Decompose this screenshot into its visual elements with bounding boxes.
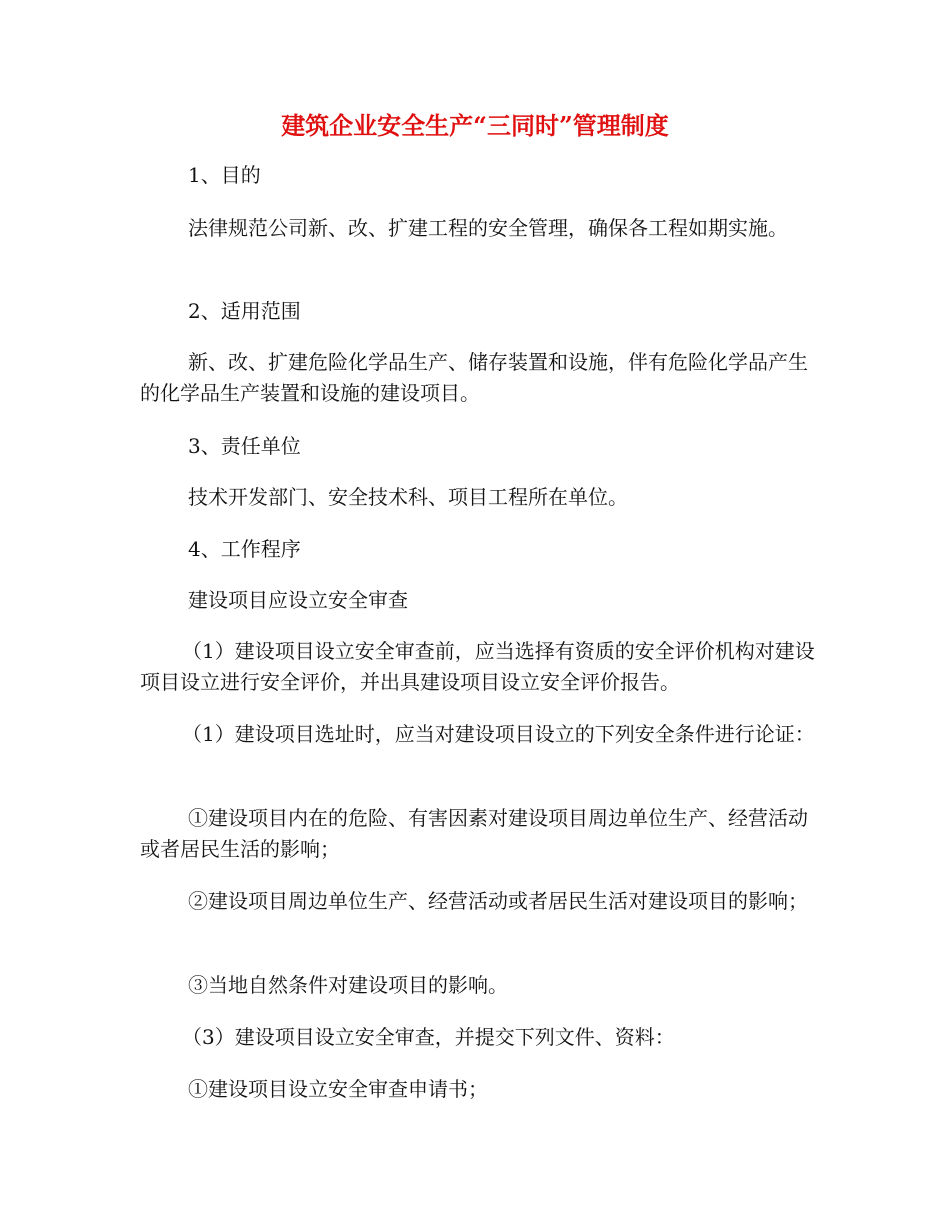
paragraph-subitem-2: ②建设项目周边单位生产、经营活动或者居民生活对建设项目的影响； xyxy=(188,889,808,913)
paragraph-item-3: （3）建设项目设立安全审查，并提交下列文件、资料： xyxy=(182,1025,675,1049)
paragraph-subitem-3: ③当地自然条件对建设项目的影响。 xyxy=(188,973,508,997)
paragraph-subitem-application: ①建设项目设立安全审查申请书； xyxy=(188,1077,488,1101)
paragraph-item-1a: （1）建设项目设立安全审查前，应当选择有资质的安全评价机构对建设项目设立进行安全评价，并出具建设项目设立安全评价报告。 xyxy=(140,639,815,694)
paragraph-procedure-intro: 建设项目应设立安全审查 xyxy=(188,588,408,612)
section-heading-procedure: 4、工作程序 xyxy=(188,537,301,561)
section-heading-purpose: 1、目的 xyxy=(188,163,261,187)
paragraph-responsibility: 技术开发部门、安全技术科、项目工程所在单位。 xyxy=(188,485,628,509)
paragraph-purpose: 法律规范公司新、改、扩建工程的安全管理，确保各工程如期实施。 xyxy=(188,216,788,240)
section-heading-responsibility: 3、责任单位 xyxy=(188,434,301,458)
section-heading-scope: 2、适用范围 xyxy=(188,299,301,323)
paragraph-subitem-1: ①建设项目内在的危险、有害因素对建设项目周边单位生产、经营活动或者居民生活的影响； xyxy=(140,806,808,861)
document-title: 建筑企业安全生产“三同时”管理制度 xyxy=(281,111,669,140)
paragraph-scope: 新、改、扩建危险化学品生产、储存装置和设施，伴有危险化学品产生的化学品生产装置和设施的建设项目。 xyxy=(140,350,808,405)
paragraph-item-1b: （1）建设项目选址时，应当对建设项目设立的下列安全条件进行论证： xyxy=(182,722,815,746)
